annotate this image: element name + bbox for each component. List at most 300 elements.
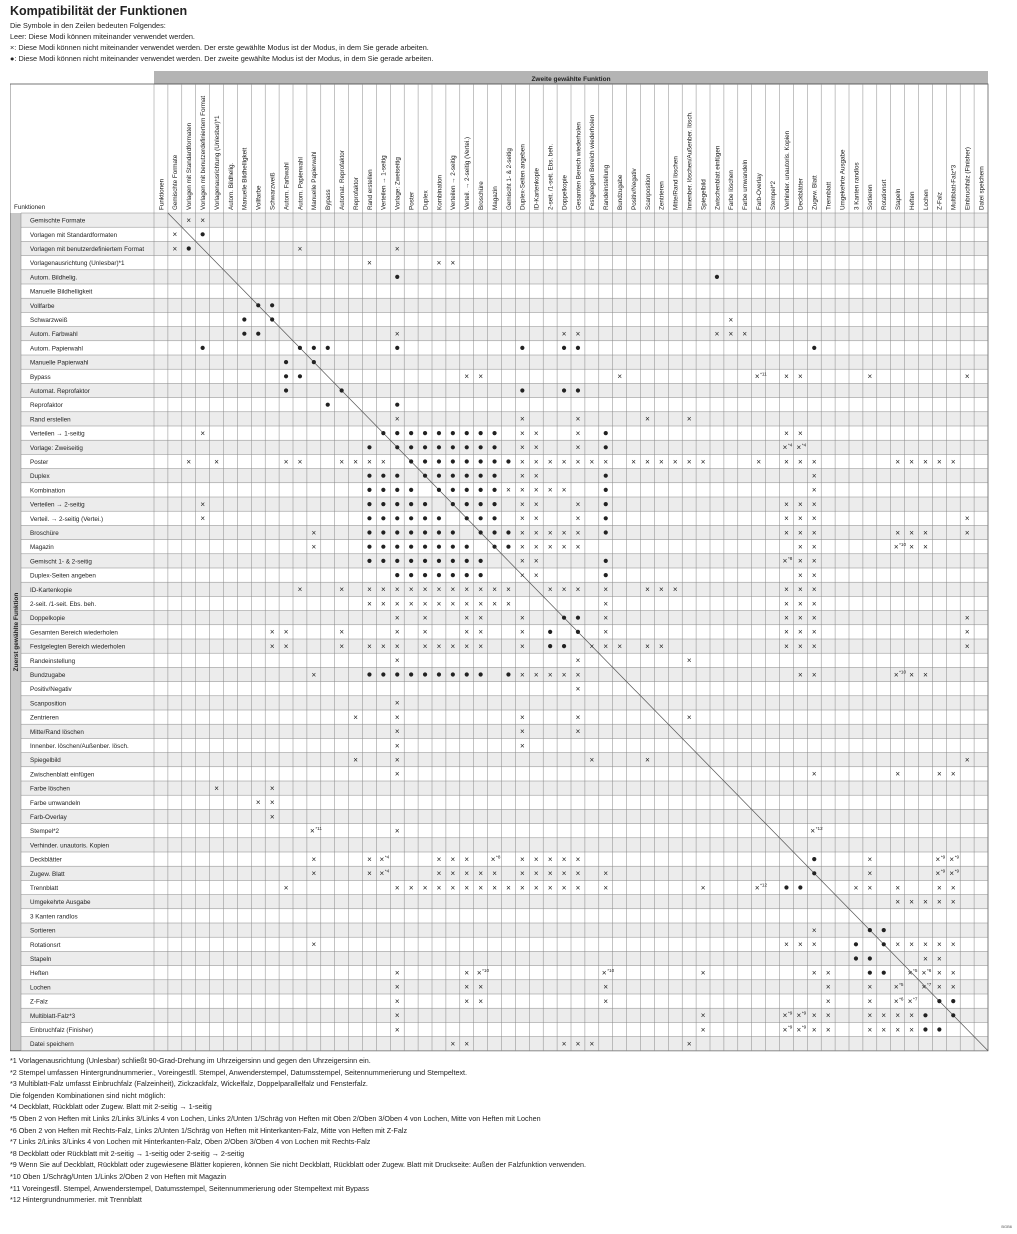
row-label: Mitte/Rand löschen <box>30 728 84 736</box>
bullet-mark <box>465 445 469 449</box>
cross-mark: × <box>782 556 788 566</box>
cross-mark: × <box>811 1025 817 1035</box>
cross-mark: × <box>464 585 470 595</box>
cross-mark: × <box>436 641 442 651</box>
cross-mark: × <box>269 812 275 822</box>
column-label: Manuelle Papierwahl <box>311 151 319 210</box>
row-label: Deckblätter <box>30 856 62 864</box>
bullet-mark <box>395 403 399 407</box>
bullet-mark <box>465 573 469 577</box>
cross-mark: × <box>784 585 789 595</box>
cross-mark: × <box>464 869 470 879</box>
bullet-mark <box>479 502 483 506</box>
row-label: Heften <box>30 970 49 978</box>
footnote-ref: *10 <box>899 541 907 547</box>
cross-mark: × <box>394 329 400 339</box>
cross-mark: × <box>561 869 567 879</box>
bullet-mark <box>868 971 872 975</box>
column-label: Lochen <box>922 189 930 210</box>
bullet-mark <box>451 431 455 435</box>
cross-mark: × <box>784 428 789 438</box>
cross-mark: × <box>186 215 192 225</box>
cross-mark: × <box>867 883 873 893</box>
cross-mark: × <box>520 485 525 495</box>
cross-mark: × <box>893 542 899 552</box>
footnote-ref: *10 <box>899 669 907 675</box>
cross-mark: × <box>506 585 511 595</box>
footnote: *12 Hintergrundnummerier. mit Trennblatt <box>10 1195 142 1205</box>
bullet-mark <box>381 474 385 478</box>
bullet-mark <box>395 431 399 435</box>
cross-mark: × <box>784 457 789 467</box>
bullet-mark <box>395 275 399 279</box>
cross-mark: × <box>659 641 664 651</box>
cross-mark: × <box>464 599 470 609</box>
cross-mark: × <box>811 514 817 524</box>
cross-mark: × <box>394 883 400 893</box>
cross-mark: × <box>269 641 275 651</box>
cross-mark: × <box>561 585 567 595</box>
bullet-mark <box>437 545 441 549</box>
row-label: Reprofaktor <box>30 402 63 410</box>
cross-mark: × <box>617 372 622 382</box>
row-label: Farbe umwandeln <box>30 799 81 807</box>
bullet-mark <box>409 559 413 563</box>
cross-mark: × <box>547 542 553 552</box>
row-label: Rand erstellen <box>30 416 71 424</box>
cross-mark: × <box>297 457 303 467</box>
cross-mark: × <box>394 982 400 992</box>
bullet-mark <box>312 360 316 364</box>
bullet-mark <box>492 545 496 549</box>
bullet-mark <box>937 999 941 1003</box>
column-label: Festgelegten Bereich wiederholen <box>589 114 597 210</box>
bullet-mark <box>423 474 427 478</box>
cross-mark: × <box>784 940 789 950</box>
bullet-mark <box>465 545 469 549</box>
row-shade <box>21 582 988 596</box>
cross-mark: × <box>589 457 595 467</box>
bullet-mark <box>576 388 580 392</box>
cross-mark: × <box>798 585 803 595</box>
bullet-mark <box>465 559 469 563</box>
cross-mark: × <box>394 1025 400 1035</box>
column-label: Gemischte Formate <box>172 154 180 210</box>
bullet-mark <box>520 388 524 392</box>
cross-mark: × <box>311 670 317 680</box>
bullet-mark <box>576 346 580 350</box>
bullet-mark <box>604 502 608 506</box>
bullet-mark <box>479 474 483 478</box>
column-label: Autom. Bildhelig. <box>227 162 235 210</box>
bullet-mark <box>367 445 371 449</box>
row-label: Einbruchfalz (Finisher) <box>30 1027 93 1034</box>
row-shade <box>21 809 988 823</box>
bullet-mark <box>381 545 385 549</box>
cross-mark: × <box>909 670 914 680</box>
cross-mark: × <box>937 982 942 992</box>
column-label: Gesamten Bereich wiederholen <box>575 122 583 210</box>
bullet-mark <box>395 573 399 577</box>
cross-mark: × <box>798 940 803 950</box>
column-label: Schwarzweiß <box>269 172 277 210</box>
bullet-mark <box>409 459 413 463</box>
bullet-mark <box>395 672 399 676</box>
cross-mark: × <box>379 854 385 864</box>
cross-mark: × <box>533 670 539 680</box>
cross-mark: × <box>923 670 928 680</box>
bullet-mark <box>451 474 455 478</box>
cross-mark: × <box>394 826 400 836</box>
row-label: Duplex-Seiten angeben <box>30 572 96 580</box>
cross-mark: × <box>408 585 414 595</box>
cross-mark: × <box>825 968 831 978</box>
bullet-mark <box>465 488 469 492</box>
cross-mark: × <box>867 1025 873 1035</box>
cross-mark: × <box>533 528 539 538</box>
row-label: Verhinder. unautoris. Kopien <box>30 842 110 850</box>
cross-mark: × <box>923 954 928 964</box>
cross-mark: × <box>811 485 817 495</box>
cross-mark: × <box>561 854 567 864</box>
cross-mark: × <box>782 1025 788 1035</box>
cross-mark: × <box>645 585 650 595</box>
cross-mark: × <box>533 570 539 580</box>
row-label: Bypass <box>30 373 51 381</box>
cross-mark: × <box>520 514 525 524</box>
cross-mark: × <box>923 940 928 950</box>
bullet-mark <box>506 545 510 549</box>
cross-mark: × <box>379 869 385 879</box>
cross-mark: × <box>672 457 678 467</box>
row-label: Verteil. → 2-seitig (Vertei.) <box>30 515 104 523</box>
column-label: Poster <box>408 191 416 210</box>
cross-mark: × <box>367 457 372 467</box>
bullet-mark <box>492 502 496 506</box>
cross-mark: × <box>353 712 358 722</box>
bullet-mark <box>395 445 399 449</box>
cross-mark: × <box>520 712 525 722</box>
cross-mark: × <box>575 499 581 509</box>
cross-mark: × <box>520 414 525 424</box>
row-label: Vollfarbe <box>30 302 55 310</box>
cross-mark: × <box>492 599 497 609</box>
cross-mark: × <box>782 443 788 453</box>
column-label: Farb-Overlay <box>755 173 763 210</box>
cross-mark: × <box>450 585 456 595</box>
footnote: Die folgenden Kombinationen sind nicht möglich: <box>10 1090 166 1100</box>
legend-line: Die Symbole in den Zeilen bedeuten Folgendes: <box>10 21 166 30</box>
cross-mark: × <box>811 613 817 623</box>
bullet-mark <box>492 516 496 520</box>
column-label: Rotationsrt <box>881 179 889 210</box>
row-label: Gemischt 1- & 2-seitig <box>30 558 92 566</box>
cross-mark: × <box>811 968 817 978</box>
bullet-mark <box>437 474 441 478</box>
bullet-mark <box>423 530 427 534</box>
cross-mark: × <box>893 996 899 1006</box>
row-label: Farb-Overlay <box>30 814 67 821</box>
bullet-mark <box>604 573 608 577</box>
row-label: Doppelkopie <box>30 615 66 623</box>
cross-mark: × <box>893 982 899 992</box>
cross-mark: × <box>949 869 955 879</box>
column-label: Stempel*2 <box>769 180 777 210</box>
cross-mark: × <box>867 372 873 382</box>
footnote-ref: *9 <box>954 868 960 874</box>
cross-mark: × <box>269 798 275 808</box>
cross-mark: × <box>575 414 581 424</box>
bullet-mark <box>451 545 455 549</box>
cross-mark: × <box>422 613 428 623</box>
cross-mark: × <box>492 869 497 879</box>
row-label: Vorlagen mit Standardformaten <box>30 231 118 239</box>
cross-mark: × <box>950 897 956 907</box>
column-label: Zentrieren <box>658 181 666 210</box>
cross-mark: × <box>798 499 803 509</box>
column-label: ID-Kartenkopie <box>533 168 541 210</box>
cross-mark: × <box>893 670 899 680</box>
cross-mark: × <box>895 940 900 950</box>
bullet-mark <box>479 672 483 676</box>
footnote: *1 Vorlagenausrichtung (Unlesbar) schließt 90-Grad-Drehung im Uhrzeigersinn und gegen den Uhrzeigersinn ein. <box>10 1056 371 1065</box>
cross-mark: × <box>464 1039 470 1049</box>
top-header: Zweite gewählte Funktion <box>531 76 611 83</box>
cross-mark: × <box>311 542 317 552</box>
bullet-mark <box>423 559 427 563</box>
cross-mark: × <box>784 528 789 538</box>
row-label: Magazin <box>30 544 54 552</box>
cross-mark: × <box>589 755 595 765</box>
cross-mark: × <box>811 641 817 651</box>
cross-mark: × <box>811 457 817 467</box>
cross-mark: × <box>575 684 581 694</box>
legend-line: ×: Diese Modi können nicht miteinander verwendet werden. Der erste gewählte Modus ist der Modus, in dem Sie gerade arbeiten. <box>10 43 429 52</box>
cross-mark: × <box>798 570 803 580</box>
bullet-mark <box>423 459 427 463</box>
bullet-mark <box>451 530 455 534</box>
cross-mark: × <box>895 1025 900 1035</box>
cross-mark: × <box>353 755 358 765</box>
footnote-ref: *7 <box>913 996 918 1002</box>
cross-mark: × <box>464 372 470 382</box>
column-label: Verteil. → 2-seitig (Vertei.) <box>464 136 472 210</box>
cross-mark: × <box>798 457 803 467</box>
bullet-mark <box>798 885 802 889</box>
column-label: Randeinstellung <box>603 164 611 210</box>
bullet-mark <box>437 530 441 534</box>
cross-mark: × <box>728 329 734 339</box>
cross-mark: × <box>283 641 289 651</box>
cross-mark: × <box>907 996 913 1006</box>
column-label: Einbruchfalz (Finisher) <box>964 147 972 210</box>
column-label: 3 Kanten randlos <box>853 162 861 210</box>
row-shade <box>21 241 988 255</box>
row-label: Poster <box>30 459 49 466</box>
cross-mark: × <box>394 727 400 737</box>
bullet-mark <box>409 573 413 577</box>
column-label: Manuelle Bildhelligkeit <box>241 147 249 210</box>
cross-mark: × <box>575 712 581 722</box>
row-label: Sortieren <box>30 927 56 935</box>
bullet-mark <box>367 559 371 563</box>
cross-mark: × <box>506 599 511 609</box>
column-label: Positiv/Negativ <box>630 168 638 210</box>
bullet-mark <box>381 502 385 506</box>
bullet-mark <box>604 474 608 478</box>
cross-mark: × <box>381 599 386 609</box>
bullet-mark <box>951 1013 955 1017</box>
cross-mark: × <box>867 869 873 879</box>
bullet-mark <box>506 672 510 676</box>
bullet-mark <box>187 246 191 250</box>
bullet-mark <box>506 459 510 463</box>
cross-mark: × <box>784 641 789 651</box>
footnote-ref: *11 <box>760 371 767 377</box>
row-label: Festgelegten Bereich wiederholen <box>30 643 126 651</box>
cross-mark: × <box>589 641 595 651</box>
cross-mark: × <box>520 570 525 580</box>
footnote-ref: *6 <box>899 996 904 1002</box>
cross-mark: × <box>533 514 539 524</box>
cross-mark: × <box>394 585 400 595</box>
cross-mark: × <box>394 712 400 722</box>
bullet-mark <box>409 516 413 520</box>
column-label: Zwischenblatt einfügen <box>714 145 722 210</box>
cross-mark: × <box>200 514 205 524</box>
cross-mark: × <box>394 414 400 424</box>
bullet-mark <box>604 530 608 534</box>
cross-mark: × <box>464 613 470 623</box>
bullet-mark <box>381 559 385 563</box>
bullet-mark <box>423 545 427 549</box>
cross-mark: × <box>394 599 400 609</box>
cross-mark: × <box>464 883 470 893</box>
bullet-mark <box>604 559 608 563</box>
bullet-mark <box>479 459 483 463</box>
cross-mark: × <box>796 1025 802 1035</box>
row-label: Umgekehrte Ausgabe <box>30 899 91 907</box>
bullet-mark <box>298 374 302 378</box>
cross-mark: × <box>811 499 817 509</box>
row-label: Verteilen → 2-seitig <box>30 501 85 509</box>
cross-mark: × <box>798 627 803 637</box>
cross-mark: × <box>367 869 372 879</box>
cross-mark: × <box>561 485 567 495</box>
cross-mark: × <box>575 585 581 595</box>
bullet-mark <box>409 545 413 549</box>
cross-mark: × <box>283 457 289 467</box>
cross-mark: × <box>909 1025 914 1035</box>
cross-mark: × <box>408 599 414 609</box>
cross-mark: × <box>561 528 567 538</box>
cross-mark: × <box>798 613 803 623</box>
cross-mark: × <box>311 940 317 950</box>
bullet-mark <box>298 346 302 350</box>
cross-mark: × <box>950 940 956 950</box>
bullet-mark <box>479 573 483 577</box>
cross-mark: × <box>714 329 720 339</box>
corner-code: BGB6 <box>1001 1224 1012 1229</box>
row-shade <box>21 1008 988 1022</box>
column-label: 2-seit. /1-seit. Ebs. beh. <box>547 143 555 210</box>
cross-mark: × <box>520 443 525 453</box>
bullet-mark <box>465 516 469 520</box>
footnote: *7 Links 2/Links 3/Links 4 von Lochen mit Hinterkanten-Falz, Oben 2/Oben 3/Oben 4 von Lochen mit Rechts-Falz <box>10 1137 371 1147</box>
cross-mark: × <box>811 585 817 595</box>
cross-mark: × <box>907 968 913 978</box>
cross-mark: × <box>645 457 650 467</box>
row-shade <box>21 980 988 994</box>
bullet-mark <box>868 956 872 960</box>
column-label: Vollfarbe <box>255 185 263 210</box>
cross-mark: × <box>796 443 802 453</box>
footnote-ref: *9 <box>787 1024 793 1030</box>
row-shade <box>21 412 988 426</box>
row-label: Verteilen → 1-seitig <box>30 430 85 438</box>
cross-mark: × <box>784 372 789 382</box>
row-shade <box>21 895 988 909</box>
bullet-mark <box>326 346 330 350</box>
cross-mark: × <box>172 244 178 254</box>
bullet-mark <box>562 644 566 648</box>
cross-mark: × <box>394 996 400 1006</box>
cross-mark: × <box>520 883 525 893</box>
bullet-mark <box>312 346 316 350</box>
bullet-mark <box>562 388 566 392</box>
bullet-mark <box>423 502 427 506</box>
bullet-mark <box>256 303 260 307</box>
cross-mark: × <box>895 1011 900 1021</box>
bullet-mark <box>451 502 455 506</box>
cross-mark: × <box>547 869 553 879</box>
cross-mark: × <box>297 585 303 595</box>
bullet-mark <box>409 445 413 449</box>
bullet-mark <box>367 488 371 492</box>
cross-mark: × <box>964 372 970 382</box>
footnote-ref: *12 <box>760 882 768 888</box>
cross-mark: × <box>811 556 817 566</box>
cross-mark: × <box>923 897 928 907</box>
cross-mark: × <box>909 897 914 907</box>
row-label: Gemischte Formate <box>30 217 86 225</box>
cross-mark: × <box>436 585 442 595</box>
cross-mark: × <box>700 968 706 978</box>
cross-mark: × <box>811 1011 817 1021</box>
column-label: Trennblatt <box>825 181 833 210</box>
corner-label: Funktionen <box>14 204 46 211</box>
cross-mark: × <box>547 528 553 538</box>
footnote-ref: *4 <box>384 854 390 860</box>
cross-mark: × <box>603 641 609 651</box>
bullet-mark <box>270 317 274 321</box>
bullet-mark <box>381 516 385 520</box>
cross-mark: × <box>520 741 525 751</box>
cross-mark: × <box>367 854 372 864</box>
cross-mark: × <box>436 258 442 268</box>
cross-mark: × <box>909 457 914 467</box>
bullet-mark <box>576 630 580 634</box>
cross-mark: × <box>603 869 609 879</box>
column-label: Funktionen <box>158 178 166 210</box>
bullet-mark <box>812 871 816 875</box>
bullet-mark <box>242 332 246 336</box>
column-label: Heften <box>908 191 916 210</box>
row-shade <box>21 753 988 767</box>
cross-mark: × <box>867 996 873 1006</box>
cross-mark: × <box>881 1025 887 1035</box>
bullet-mark <box>256 332 260 336</box>
